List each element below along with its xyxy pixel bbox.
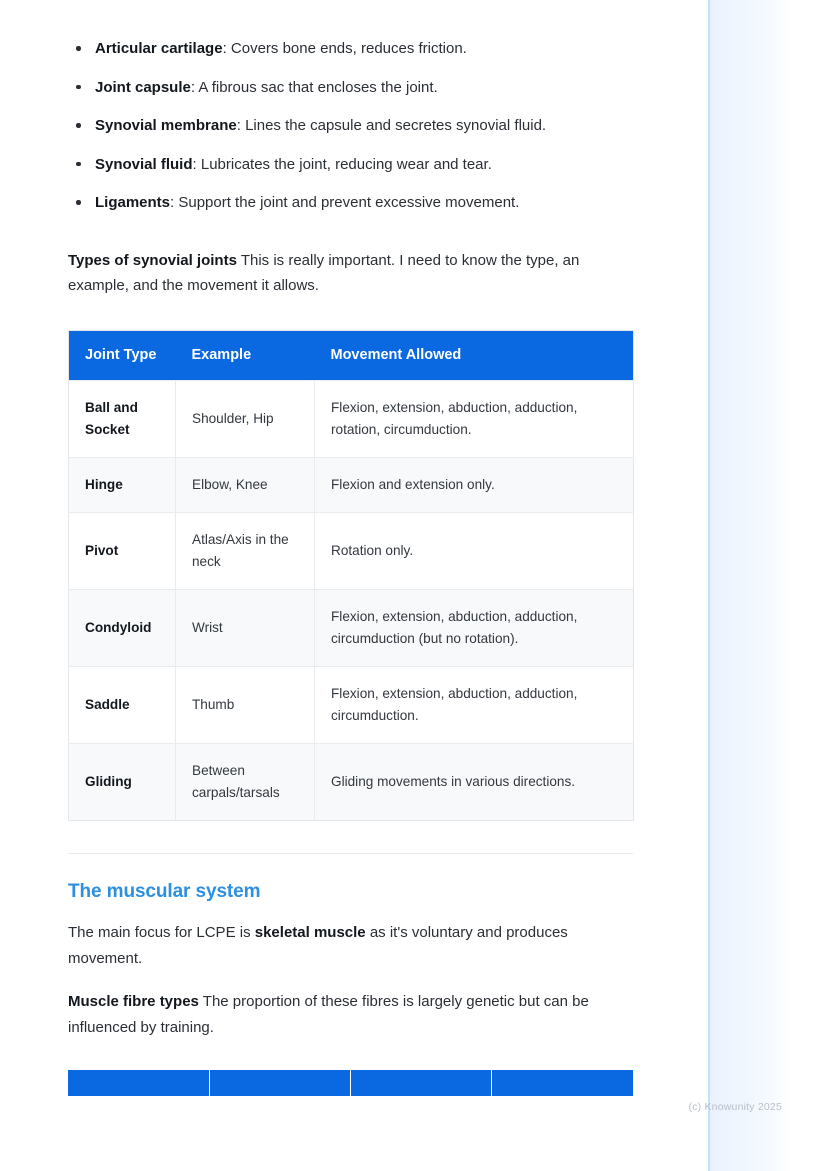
cell-movement: Flexion and extension only. <box>315 458 634 513</box>
list-item-text: : Support the joint and prevent excessive movement. <box>170 194 520 211</box>
intro-bold-text: skeletal muscle <box>254 924 366 942</box>
muscle-fibre-types-table <box>68 1070 633 1096</box>
list-item <box>68 154 636 177</box>
list-item-text: : Lines the capsule and secretes synovial fluid. <box>236 117 547 134</box>
paragraph-lead: Muscle fibre types <box>68 992 199 1010</box>
page-side-panel <box>708 0 792 1171</box>
list-item <box>68 115 636 138</box>
cell-joint-type: Ball and Socket <box>69 381 176 458</box>
list-item <box>68 77 636 100</box>
list-item-term: Ligaments <box>95 194 171 211</box>
table-row <box>69 513 634 590</box>
table-row <box>69 381 634 458</box>
list-item-term: Synovial membrane <box>95 117 237 134</box>
table-header-row <box>68 1070 633 1096</box>
paragraph-text: The proportion of these fibres is largely genetic but can be influenced by training. <box>68 992 589 1036</box>
cell-example: Between carpals/tarsals <box>176 744 315 821</box>
table-row <box>69 458 634 513</box>
list-item <box>68 38 636 61</box>
list-item-text: : Lubricates the joint, reducing wear and tear. <box>192 155 492 173</box>
column-header-movement: Movement Allowed <box>315 331 634 381</box>
joint-structures-list <box>68 0 636 215</box>
synovial-joints-table <box>68 330 634 821</box>
cell-example: Shoulder, Hip <box>176 381 315 458</box>
column-header-4 <box>492 1070 633 1096</box>
cell-joint-type: Condyloid <box>69 590 176 667</box>
table-row <box>69 590 634 667</box>
list-item-text: : A fibrous sac that encloses the joint. <box>190 78 438 96</box>
intro-pre-text: The main focus for LCPE is <box>68 924 255 942</box>
intro-post-text: as it's voluntary and produces movement. <box>68 924 568 968</box>
cell-example: Atlas/Axis in the neck <box>176 513 315 590</box>
cell-joint-type: Hinge <box>69 458 176 513</box>
column-header-2 <box>209 1070 350 1096</box>
page-title-muscular-system: The muscular system <box>68 881 261 903</box>
column-header-example: Example <box>176 331 315 381</box>
list-item-text: : Covers bone ends, reduces friction. <box>222 40 467 57</box>
cell-joint-type: Saddle <box>69 667 176 744</box>
paragraph-text: This is really important. I need to know the type, an example, and the movement it allows. <box>68 251 580 295</box>
cell-movement: Rotation only. <box>315 513 634 590</box>
watermark-credit: (c) Knowunity 2025 <box>688 1101 782 1113</box>
cell-movement: Gliding movements in various directions. <box>315 744 634 821</box>
document-body <box>68 0 636 1096</box>
list-item-term: Joint capsule <box>95 78 191 96</box>
cell-joint-type: Pivot <box>69 513 176 590</box>
column-header-1 <box>68 1070 209 1096</box>
cell-joint-type: Gliding <box>69 744 176 821</box>
column-header-joint-type: Joint Type <box>69 331 176 381</box>
cell-example: Elbow, Knee <box>176 458 315 513</box>
cell-example: Thumb <box>176 667 315 744</box>
list-item-term: Articular cartilage <box>95 40 223 57</box>
list-item-term: Synovial fluid <box>95 155 193 173</box>
cell-example: Wrist <box>176 590 315 667</box>
paragraph-lead: Types of synovial joints <box>68 251 237 269</box>
cell-movement: Flexion, extension, abduction, adduction, circumduction. <box>315 667 634 744</box>
muscular-intro-paragraph <box>68 903 636 972</box>
cell-movement: Flexion, extension, abduction, adduction, rotation, circumduction. <box>315 381 634 458</box>
table-row <box>69 744 634 821</box>
muscle-fibre-types-paragraph <box>68 972 636 1041</box>
table-header-row <box>69 331 634 381</box>
table-row <box>69 667 634 744</box>
types-of-synovial-joints-paragraph <box>68 231 636 300</box>
cell-movement: Flexion, extension, abduction, adduction, circumduction (but no rotation). <box>315 590 634 667</box>
column-header-3 <box>351 1070 492 1096</box>
list-item <box>68 192 636 215</box>
